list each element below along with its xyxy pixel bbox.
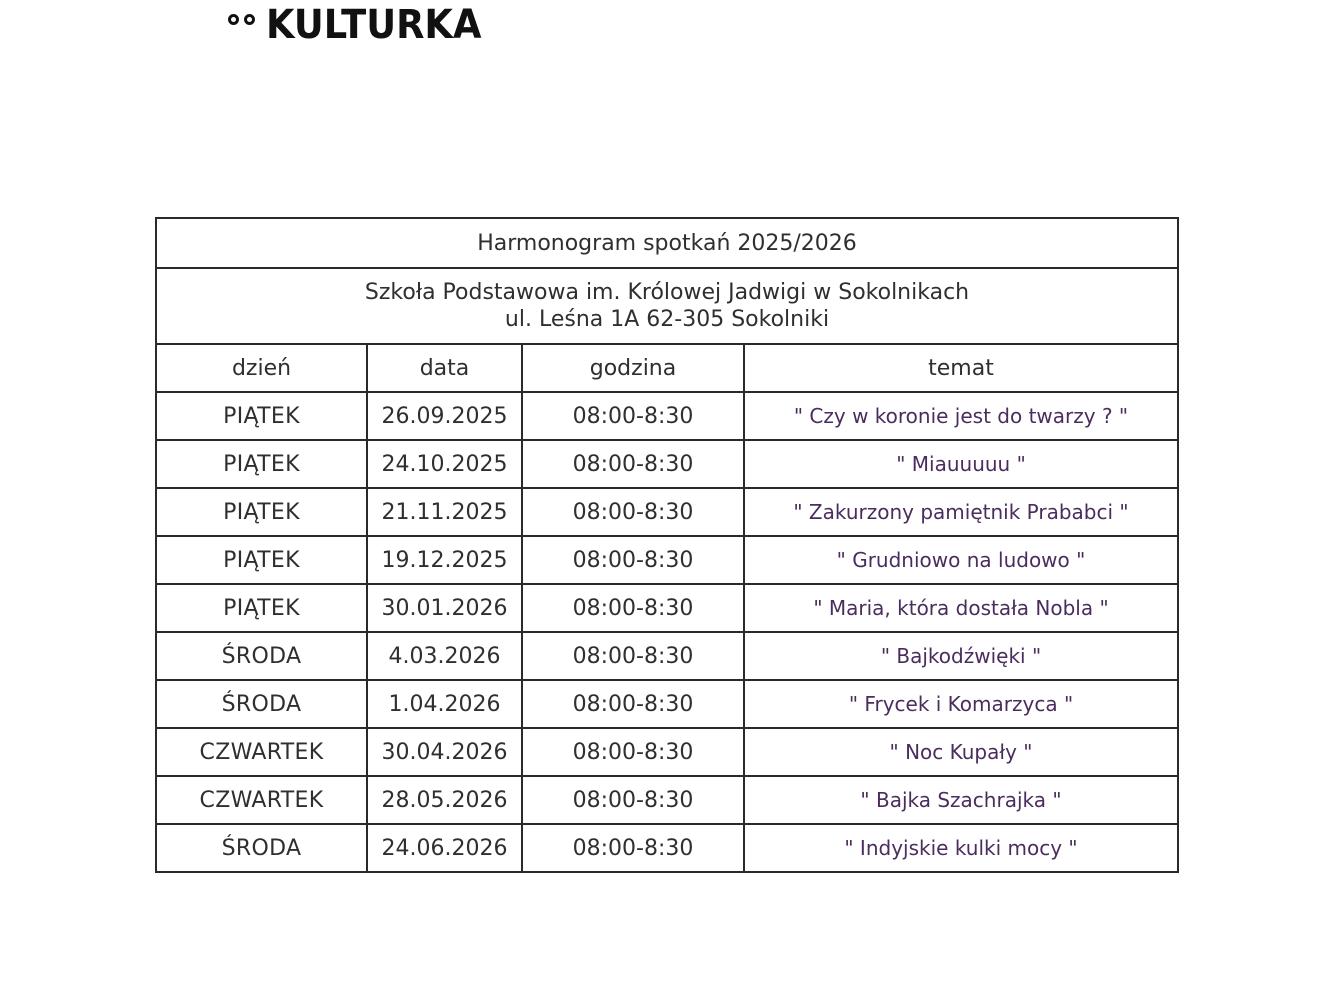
cell-day: CZWARTEK — [156, 776, 367, 824]
cell-hour: 08:00-8:30 — [522, 728, 744, 776]
cell-topic: " Grudniowo na ludowo " — [744, 536, 1178, 584]
table-header-row — [156, 344, 1178, 392]
school-address: ul. Leśna 1A 62-305 Sokolniki — [504, 307, 830, 332]
cell-topic: " Maria, która dostała Nobla " — [744, 584, 1178, 632]
schedule-title: Harmonogram spotkań 2025/2026 — [156, 218, 1178, 268]
table-row — [156, 536, 1178, 584]
cell-date: 30.04.2026 — [367, 728, 522, 776]
two-circles-icon — [228, 10, 260, 40]
cell-hour: 08:00-8:30 — [522, 824, 744, 872]
cell-date: 24.10.2025 — [367, 440, 522, 488]
cell-day: ŚRODA — [156, 824, 367, 872]
cell-day: CZWARTEK — [156, 728, 367, 776]
cell-topic: " Czy w koronie jest do twarzy ? " — [744, 392, 1178, 440]
cell-day: PIĄTEK — [156, 440, 367, 488]
cell-day: PIĄTEK — [156, 536, 367, 584]
cell-hour: 08:00-8:30 — [522, 632, 744, 680]
cell-hour: 08:00-8:30 — [522, 440, 744, 488]
schedule-table — [155, 217, 1179, 873]
table-row — [156, 584, 1178, 632]
cell-hour: 08:00-8:30 — [522, 488, 744, 536]
cell-hour: 08:00-8:30 — [522, 776, 744, 824]
cell-day: PIĄTEK — [156, 488, 367, 536]
cell-day: PIĄTEK — [156, 392, 367, 440]
logo-text: KULTURKA — [266, 2, 482, 48]
table-row — [156, 392, 1178, 440]
header-topic: temat — [744, 344, 1178, 392]
cell-date: 24.06.2026 — [367, 824, 522, 872]
cell-hour: 08:00-8:30 — [522, 392, 744, 440]
cell-hour: 08:00-8:30 — [522, 536, 744, 584]
cell-date: 4.03.2026 — [367, 632, 522, 680]
cell-date: 19.12.2025 — [367, 536, 522, 584]
cell-topic: " Indyjskie kulki mocy " — [744, 824, 1178, 872]
cell-day: ŚRODA — [156, 680, 367, 728]
table-row — [156, 440, 1178, 488]
cell-date: 1.04.2026 — [367, 680, 522, 728]
cell-topic: " Zakurzony pamiętnik Prababci " — [744, 488, 1178, 536]
header-date: data — [367, 344, 522, 392]
cell-hour: 08:00-8:30 — [522, 680, 744, 728]
cell-date: 28.05.2026 — [367, 776, 522, 824]
cell-day: PIĄTEK — [156, 584, 367, 632]
cell-topic: " Noc Kupały " — [744, 728, 1178, 776]
table-row — [156, 824, 1178, 872]
header-day: dzień — [156, 344, 367, 392]
table-row — [156, 776, 1178, 824]
cell-topic: " Frycek i Komarzyca " — [744, 680, 1178, 728]
table-row — [156, 488, 1178, 536]
table-row — [156, 728, 1178, 776]
table-row — [156, 632, 1178, 680]
cell-date: 21.11.2025 — [367, 488, 522, 536]
cell-date: 26.09.2025 — [367, 392, 522, 440]
cell-topic: " Bajkodźwięki " — [744, 632, 1178, 680]
school-info — [156, 268, 1178, 344]
table-row — [156, 680, 1178, 728]
cell-topic: " Bajka Szachrajka " — [744, 776, 1178, 824]
cell-day: ŚRODA — [156, 632, 367, 680]
cell-hour: 08:00-8:30 — [522, 584, 744, 632]
school-name: Szkoła Podstawowa im. Królowej Jadwigi w Sokolnikach — [364, 280, 970, 305]
header-hour: godzina — [522, 344, 744, 392]
cell-topic: " Miauuuuu " — [744, 440, 1178, 488]
cell-date: 30.01.2026 — [367, 584, 522, 632]
kulturka-logo — [228, 4, 500, 46]
